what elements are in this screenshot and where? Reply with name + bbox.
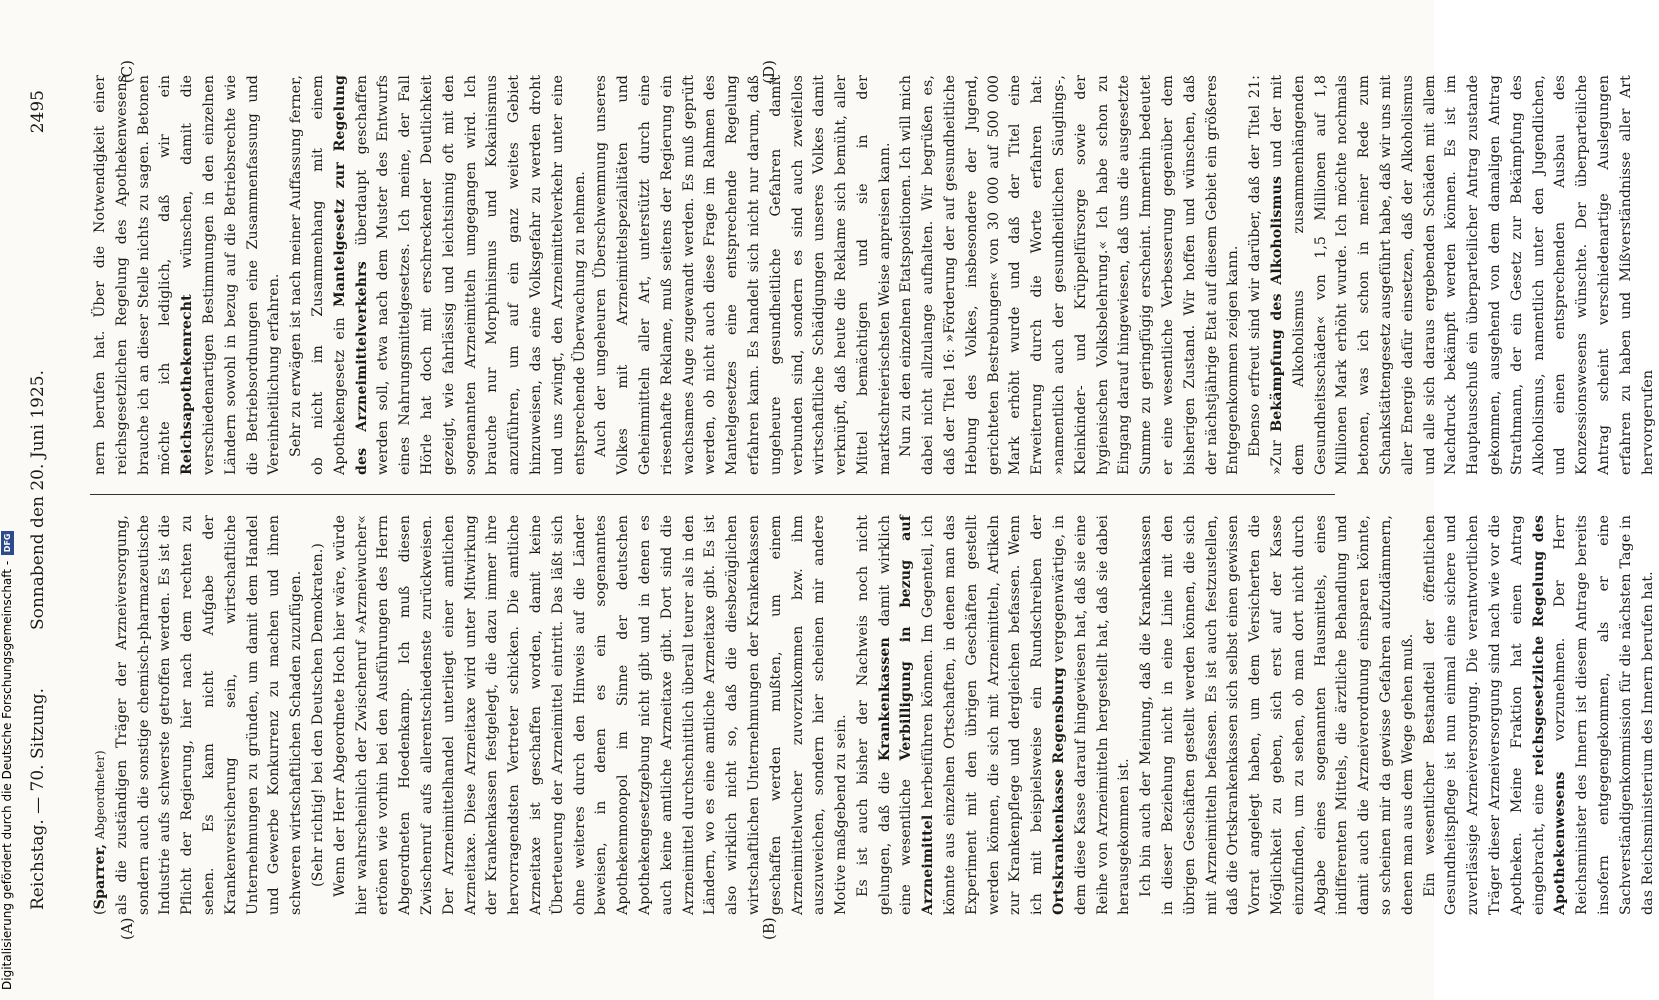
paragraph: nern berufen hat. Über die Notwendigkeit einer reichsgesetzlichen Regelung des Apothekenwesens brauche ich an dieser Stelle nichts zu sagen. Betonen möchte ich lediglich, daß wir ein Reichsapothekenrecht wünschen, damit die verschiedenartigen Bestimmungen in den einzelnen Ländern sowohl in bezug auf die Betriebsrechte wie die Betriebsordnungen eine Zusammenfassung und Vereinheitlichung erfahren. (92, 75, 283, 475)
emphasis: Krankenkassen (876, 637, 893, 762)
header-session: Reichstag. — 70. Sitzung. (28, 687, 48, 910)
speaker-name: Sparrer, (92, 843, 108, 910)
emphasis: Bekämpfung des Alkoholismus (1269, 175, 1286, 432)
speaker-role: Abgeordneter) (93, 750, 107, 840)
paragraph: Wenn der Herr Abgeordnete Hoch hier wäre, würde hier wahrscheinlich der Zwischenruf »Arzneiwucher« ertönen wie vorhin bei den Ausführungen des Herrn Abgeordneten Hoedenkamp. Ich muß diesen Zwischenruf aufs allerentschiedenste zurückweisen. Der Arzneimittelhandel unterliegt einer amtlichen Arzneitaxe. Diese Arzneitaxe wird unter Mitwirkung der Krankenkassen festgelegt, die dazu immer ihre hervorragendsten Vertreter schicken. Die amtliche Arzneitaxe ist geschaffen worden, damit keine Überteuerung der Arzneimittel eintritt. Das läßt sich ohne weiteres durch den Hinweis auf die Länder beweisen, in denen es ein sogenanntes Apothekenmonopol im Sinne der deutschen Apothekengesetzgebung nicht gibt und in denen es auch keine amtliche Arzneitaxe gibt. Dort sind die Arzneimittel durchschnittlich überall teurer als in den Ländern, wo es eine amtliche Arzneitaxe gibt. Es ist also wirklich nicht so, daß die diesbezüglichen wirtschaftlichen Unternehmungen der Krankenkassen geschaffen werden mußten, um einem Arzneimittelwucher zuvorzukommen bzw. ihm auszuweichen, sondern hier scheinen mir andere Motive maßgebend zu sein. (331, 515, 850, 915)
emphasis: Mantelgesetz zur Regelung des Arzneimittelverkehrs (331, 74, 370, 475)
text-column-right (90, 74, 1656, 475)
margin-marker-a: (A) (118, 917, 136, 940)
speaker-line: (Sparrer, Abgeordneter) (92, 750, 108, 915)
emphasis: Ortskrankenkasse Regensburg (1051, 667, 1068, 915)
dfg-logo: DFG (1, 531, 14, 555)
margin-marker-c: (C) (118, 60, 136, 84)
emphasis: reichsgesetzliche Regelung des Apothekenwesens (1530, 515, 1569, 915)
paragraph: als die zuständigen Träger der Arzneiversorgung, sondern auch die sonstige chemisch-pharmazeutische Industrie aufs schwerste getroffen werden. Es ist die Pflicht der Regierung, hier nach dem rechten zu sehen. Es kann nicht Aufgabe der Krankenversicherung sein, wirtschaftliche Unternehmungen zu gründen, um damit dem Handel und Gewerbe Konkurrenz zu machen und ihnen schweren wirtschaftlichen Schaden zuzufügen. (113, 515, 305, 915)
paragraph: Ich bin auch der Meinung, daß die Krankenkassen in dieser Beziehung nicht in eine Linie mit den übrigen Geschäften gestellt werden können, die sich mit Arzneimitteln befassen. Es ist auch festzustellen, daß die Ortskrankenkassen sich selbst einen gewissen Vorrat angelegt haben, um dem Versicherten die Möglichkeit zu geben, sich erst auf der Kasse einzufinden, um zu sehen, ob man dort nicht durch Abgabe eines sogenannten Hausmittels, eines indifferenten Mittels, die ärztliche Behandlung und damit auch die Arzneiverordnung einsparen könnte, so scheinen mir da gewisse Gefahren aufzudämmern, denen man aus dem Wege gehen muß. (1138, 515, 1416, 915)
paragraph: Auch der ungeheuren Überschwemmung unseres Volkes mit Arzneimittelspezialitäten und Geheimmitteln aller Art, unterstützt durch eine riesenhafte Reklame, muß seitens der Regierung ein wachsames Auge zugewandt werden. Es muß geprüft werden, ob nicht auch diese Frage im Rahmen des Mantelgesetzes eine entsprechende Regelung erfahren kann. Es handelt sich nicht nur darum, daß ungeheure gesundheitliche Gefahren damit verbunden sind, sondern es sind auch zweifellos wirtschaftliche Schädigungen unseres Volkes damit verknüpft, daß heute die Reklame sich bemüht, aller Mittel bemächtigen und sie in der marktschreierischsten Weise anpreisen kann. (593, 75, 893, 475)
page-number: 2495 (28, 90, 48, 134)
paragraph: Ein wesentlicher Bestandteil der öffentlichen Gesundheitspflege ist nun einmal eine sichere und zuverlässige Arzneiversorgung. Die verantwortlichen Träger dieser Arzneiversorgung sind nach wie vor die Apotheken. Meine Fraktion hat einen Antrag eingebracht, eine reichsgesetzliche Regelung des Apothekenwesens vorzunehmen. Der Herr Reichsminister des Innern ist diesem Antrage bereits insofern entgegengekommen, als er eine Sachverständigenkommission für die nächsten Tage in das Reichsministerium des Innern berufen hat. (1421, 515, 1656, 915)
paragraph: Es ist auch bisher der Nachweis noch nicht gelungen, daß die Krankenkassen damit wirklich eine wesentliche Verbilligung in bezug auf Arzneimittel herbeiführen können. Im Gegenteil, ich könnte aus einzelnen Ortschaften, in denen man das Experiment mit den übrigen Geschäften gestellt werden können, die sich mit Arzneimitteln, Artikeln zur Krankenpflege und dergleichen befassen. Wenn ich mit beispielsweise ein Rundschreiben der Ortskrankenkasse Regensburg vergegenwärtige, in dem diese Kasse darauf hingewiesen hat, daß sie eine Reihe von Arzneimitteln hergestellt hat, daß sie dabei herausgekommen ist. (854, 514, 1133, 915)
emphasis: Verbilligung in bezug auf Arzneimittel (898, 514, 937, 915)
digitization-credit (0, 531, 14, 990)
page-header (28, 90, 54, 910)
column-divider (90, 494, 1335, 495)
paragraph: Sehr zu erwägen ist nach meiner Auffassung ferner, ob nicht im Zusammenhang mit einem Apothekengesetz ein Mantelgesetz zur Regelung des Arzneimittelverkehrs überdaupt geschaffen werden soll, etwa nach dem Muster des Entwurfs eines Nahrungsmittelgesetzes. Ich meine, der Fall Hörle hat doch mit erschreckender Deutlichkeit gezeigt, wie fahrlässig und leichtsinnig oft mit den sogenannten Arzneimitteln umgegangen wird. Ich brauche nur Morphinismus und Kokainismus anzuführen, um auf ein ganz weites Gebiet hinzuweisen, das eine Volksgefahr zu werden droht und uns zwingt, den Arzneimittelverkehr unter eine entsprechende Überwachung zu nehmen. (288, 74, 588, 475)
applause-note: (Sehr richtig! bei den Deutschen Demokraten.) (309, 542, 326, 888)
credit-text: Digitalisierung gefördert durch die Deutsche Forschungsgemeinschaft - (0, 560, 14, 990)
margin-marker-b: (B) (760, 917, 778, 940)
paragraph: Ebenso erfreut sind wir darüber, daß der Titel 21: »Zur Bekämpfung des Alkoholismus und der mit dem Alkoholismus zusammenhängenden Gesundheitsschäden« von 1,5 Millionen auf 1,8 Millionen Mark erhöht wurde. Ich möchte nochmals betonen, was ich schon in meiner Rede zum Schankstättengesetz ausgeführt habe, daß wir uns mit aller Energie dafür einsetzen, daß der Alkoholismus und alle sich daraus ergebenden Schäden mit allem Nachdruck bekämpft werden können. Es ist im Hauptausschuß ein überparteilicher Antrag zustande gekommen, ausgehend von dem damaligen Antrag Strathmann, der ein Gesetz zur Bekämpfung des Alkoholismus, namentlich unter den Jugendlichen, und einen entsprechenden Ausbau des Konzessionswesens wünschte. Der überparteiliche Antrag scheint verschiedenartige Auslegungen erfahren zu haben und Mißverständnisse aller Art hervorgerufen (1247, 75, 1656, 475)
emphasis: Reichsapothekenrecht (179, 294, 196, 475)
paragraph: Nun zu den einzelnen Etatspositionen. Ich will mich dabei nicht allzulange aufhalten. Wir begrüßen es, daß der Titel 16: »Förderung der auf gesundheitliche Hebung des Volkes, insbesondere der Jugend, gerichteten Bestrebungen« von 30 000 auf 500 000 Mark erhöht wurde und daß der Titel eine Erweiterung durch die Worte erfahren hat: »namentlich auch der gesundheitlichen Säuglings-, Kleinkinder- und Krüppelfürsorge sowie der hygienischen Volksbelehrung.« Ich habe schon zu Eingang darauf hingewiesen, daß uns die ausgesetzte Summe zu geringfügig erscheint. Immerhin bedeutet er eine wesentliche Verbesserung gegenüber dem bisherigen Zustand. Wir hoffen und wünschen, daß der nächstjährige Etat auf diesem Gebiet ein größeres Entgegenkommen zeigen kann. (898, 75, 1242, 475)
margin-marker-d: (D) (760, 60, 778, 84)
text-column-left (90, 514, 1656, 915)
header-date: Sonnabend den 20. Juni 1925. (28, 369, 48, 631)
